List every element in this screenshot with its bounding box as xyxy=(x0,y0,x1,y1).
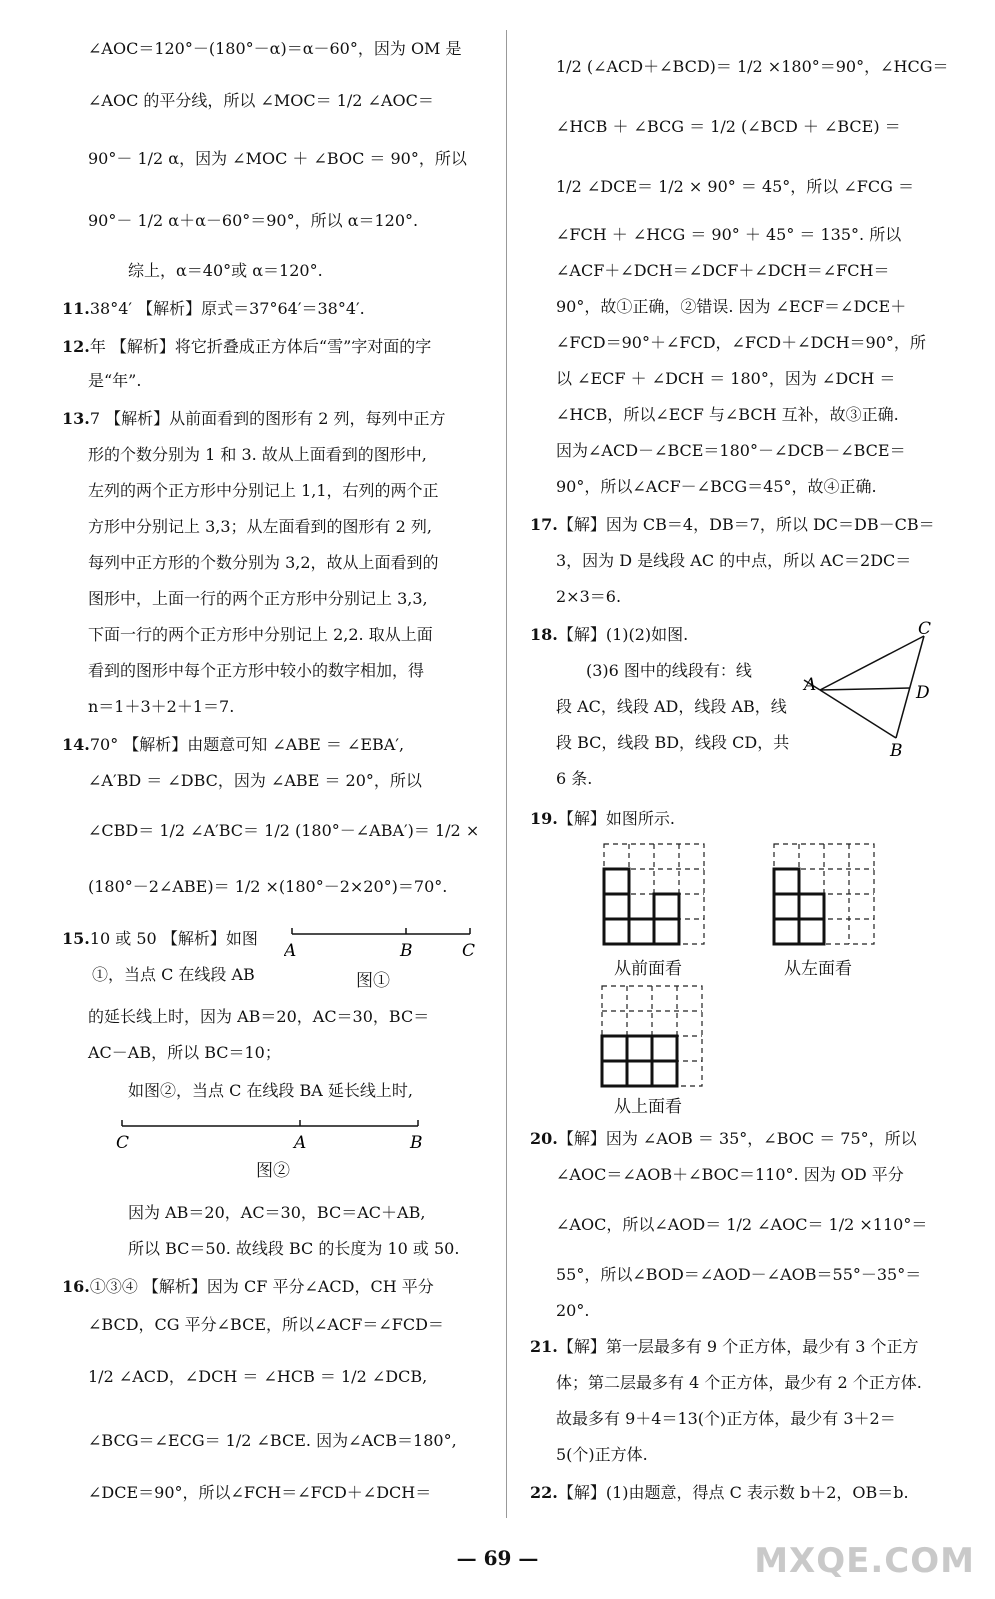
watermark: MXQE.COM xyxy=(754,1541,975,1581)
fig2-label-c: C xyxy=(116,1133,130,1153)
left-line xyxy=(62,406,445,432)
problem-number: 19. xyxy=(530,809,558,828)
left-line xyxy=(92,962,255,988)
right-line xyxy=(556,548,911,574)
right-line xyxy=(556,584,621,610)
left-line xyxy=(88,514,432,540)
line-text: ①，当点 C 在线段 AB xyxy=(92,965,255,984)
line-text: ∠A′BD ＝ ∠DBC，因为 ∠ABE ＝ 20°，所以 xyxy=(88,771,422,790)
right-line xyxy=(556,694,787,720)
left-line xyxy=(128,258,323,284)
line-text: ∠FCH ＋ ∠HCG ＝ 90° ＋ 45° ＝ 135°. 所以 xyxy=(556,225,902,244)
line-text: 如图②，当点 C 在线段 BA 延长线上时, xyxy=(128,1081,413,1100)
left-line xyxy=(88,586,428,612)
line-text: 因为 AB＝20，AC＝30，BC＝AC＋AB, xyxy=(128,1203,426,1222)
line-text: 3，因为 D 是线段 AC 的中点，所以 AC＝2DC＝ xyxy=(556,551,912,570)
line-text: 每列中正方形的个数分别为 3,2，故从上面看到的 xyxy=(88,553,439,572)
line-text: 7 【解析】从前面看到的图形有 2 列，每列中正方 xyxy=(89,409,446,428)
left-line xyxy=(62,296,365,322)
left-line xyxy=(62,926,258,952)
line-text: ∠BCG＝∠ECG＝ 1/2 ∠BCE. 因为∠ACB＝180°, xyxy=(88,1431,457,1450)
left-line xyxy=(88,874,447,900)
line-text: AC－AB，所以 BC＝10； xyxy=(88,1043,281,1062)
line-text: ∠AOC＝120°－(180°－α)＝α－60°，因为 OM 是 xyxy=(88,39,462,58)
left-line xyxy=(128,1078,413,1104)
line-text: 90°，故①正确，②错误. 因为 ∠ECF＝∠DCE＋ xyxy=(556,297,907,316)
left-view-grid xyxy=(772,842,876,946)
right-line xyxy=(556,730,789,756)
line-text: 【解】第一层最多有 9 个正方体，最少有 3 个正方 xyxy=(557,1337,919,1356)
right-line xyxy=(556,114,901,140)
right-line xyxy=(530,806,675,832)
left-line xyxy=(62,334,431,360)
line-text: ∠BCD，CG 平分∠BCE，所以∠ACF＝∠FCD＝ xyxy=(88,1315,444,1334)
line-text: 【解】(1)由题意，得点 C 表示数 b＋2，OB＝b. xyxy=(557,1483,909,1502)
problem-number: 13. xyxy=(62,409,90,428)
line-text: ∠AOC 的平分线，所以 ∠MOC＝ 1/2 ∠AOC＝ xyxy=(88,91,434,110)
left-view-caption: 从左面看 xyxy=(784,959,852,979)
line-text: ∠AOC，所以∠AOD＝ 1/2 ∠AOC＝ 1/2 ×110°＝ xyxy=(556,1215,928,1234)
left-line xyxy=(88,1312,444,1338)
fig1-label-c: C xyxy=(462,941,476,961)
left-line xyxy=(88,768,422,794)
line-text: 90°－ 1/2 α，因为 ∠MOC ＋ ∠BOC ＝ 90°，所以 xyxy=(88,149,467,168)
left-line xyxy=(88,478,439,504)
line-text: 20°. xyxy=(556,1301,590,1320)
left-line xyxy=(62,1274,434,1300)
tri-label-d: D xyxy=(916,683,930,703)
line-text: ∠AOC＝∠AOB＋∠BOC＝110°. 因为 OD 平分 xyxy=(556,1165,904,1184)
line-text: ∠FCD＝90°＋∠FCD，∠FCD＋∠DCH＝90°，所 xyxy=(556,333,926,352)
right-line xyxy=(556,1370,922,1396)
fig1-label-a: A xyxy=(284,941,297,961)
left-line xyxy=(88,88,434,114)
fig2-caption: 图② xyxy=(256,1161,290,1181)
front-view-grid xyxy=(602,842,706,946)
top-view-grid xyxy=(600,984,704,1088)
tri-label-b: B xyxy=(890,741,903,760)
right-line xyxy=(556,766,592,792)
line-text: n＝1＋3＋2＋1＝7. xyxy=(88,697,235,716)
left-line xyxy=(88,208,418,234)
line-text: 看到的图形中每个正方形中较小的数字相加，得 xyxy=(88,661,425,680)
line-text: ∠DCE＝90°，所以∠FCH＝∠FCD＋∠DCH＝ xyxy=(88,1483,432,1502)
right-line xyxy=(530,622,688,648)
left-line xyxy=(88,368,141,394)
line-text: 故最多有 9＋4＝13(个)正方体，最少有 3＋2＝ xyxy=(556,1409,896,1428)
right-line xyxy=(556,174,914,200)
line-text: ∠HCB，所以∠ECF 与∠BCH 互补，故③正确. xyxy=(556,405,899,424)
right-line xyxy=(556,54,949,80)
right-line xyxy=(556,474,877,500)
page-number: — 69 — xyxy=(456,1546,539,1570)
left-line xyxy=(88,622,433,648)
line-text: 形的个数分别为 1 和 3. 故从上面看到的图形中, xyxy=(88,445,427,464)
right-line xyxy=(556,1442,648,1468)
line-text: ①③④ 【解析】因为 CF 平分∠ACD，CH 平分 xyxy=(89,1277,434,1296)
left-line xyxy=(88,818,479,844)
line-text: 1/2 ∠DCE＝ 1/2 × 90° ＝ 45°，所以 ∠FCG ＝ xyxy=(556,177,915,196)
problem-number: 22. xyxy=(530,1483,558,1502)
left-line xyxy=(88,694,234,720)
line-text: 左列的两个正方形中分别记上 1,1，右列的两个正 xyxy=(88,481,439,500)
line-text: ∠ACF＋∠DCH＝∠DCF＋∠DCH＝∠FCH＝ xyxy=(556,261,890,280)
line-text: 是“年”. xyxy=(88,371,142,390)
right-line xyxy=(556,1298,589,1324)
right-line xyxy=(530,512,935,538)
tri-label-c: C xyxy=(918,619,932,639)
left-line xyxy=(128,1200,425,1226)
problem-number: 16. xyxy=(62,1277,90,1296)
right-line xyxy=(530,1480,909,1506)
line-text: 方形中分别记上 3,3；从左面看到的图形有 2 列, xyxy=(88,517,432,536)
line-text: 所以 BC＝50. 故线段 BC 的长度为 10 或 50. xyxy=(128,1239,460,1258)
line-text: 6 条. xyxy=(556,769,593,788)
right-line xyxy=(556,294,906,320)
line-text: (180°－2∠ABE)＝ 1/2 ×(180°－2×20°)＝70°. xyxy=(88,877,448,896)
top-view-caption: 从上面看 xyxy=(614,1097,682,1117)
line-text: 段 BC，线段 BD，线段 CD，共 xyxy=(556,733,790,752)
right-line xyxy=(556,366,895,392)
line-text: (3)6 图中的线段有：线 xyxy=(586,661,752,680)
line-text: 70° 【解析】由题意可知 ∠ABE ＝ ∠EBA′, xyxy=(89,735,405,754)
figure-2-segment xyxy=(112,1118,432,1156)
left-line xyxy=(62,732,404,758)
line-text: 下面一行的两个正方形中分别记上 2,2. 取从上面 xyxy=(88,625,433,644)
problem-number: 15. xyxy=(62,929,90,948)
line-text: 【解】(1)(2)如图. xyxy=(557,625,689,644)
problem-number: 18. xyxy=(530,625,558,644)
line-text: 55°，所以∠BOD＝∠AOD－∠AOB＝55°－35°＝ xyxy=(556,1265,922,1284)
right-line xyxy=(556,1162,904,1188)
line-text: 年 【解析】将它折叠成正方体后“雪”字对面的字 xyxy=(89,337,432,356)
triangle-figure xyxy=(800,618,950,760)
left-line xyxy=(88,1480,431,1506)
problem-number: 17. xyxy=(530,515,558,534)
line-text: 2×3＝6. xyxy=(556,587,622,606)
line-text: 综上，α＝40°或 α＝120°. xyxy=(128,261,323,280)
right-line xyxy=(556,330,926,356)
line-text: 【解】因为 CB＝4，DB＝7，所以 DC＝DB－CB＝ xyxy=(557,515,935,534)
left-line xyxy=(88,1040,281,1066)
tri-label-a: A xyxy=(804,675,817,695)
problem-number: 11. xyxy=(62,299,90,318)
right-line xyxy=(530,1334,919,1360)
right-line xyxy=(530,1126,917,1152)
column-divider xyxy=(506,30,507,1518)
line-text: 90°，所以∠ACF－∠BCG＝45°，故④正确. xyxy=(556,477,877,496)
right-line xyxy=(556,258,889,284)
line-text: 【解】如图所示. xyxy=(557,809,675,828)
problem-number: 14. xyxy=(62,735,90,754)
right-line xyxy=(556,1262,921,1288)
line-text: 体；第二层最多有 4 个正方体，最少有 2 个正方体. xyxy=(556,1373,922,1392)
line-text: 10 或 50 【解析】如图 xyxy=(89,929,258,948)
front-view-caption: 从前面看 xyxy=(614,959,682,979)
right-line xyxy=(556,402,899,428)
problem-number: 12. xyxy=(62,337,90,356)
right-line xyxy=(556,1406,896,1432)
left-line xyxy=(128,1236,459,1262)
left-line xyxy=(88,1004,429,1030)
line-text: 图形中，上面一行的两个正方形中分别记上 3,3, xyxy=(88,589,428,608)
right-line xyxy=(586,658,752,684)
fig1-caption: 图① xyxy=(356,971,390,991)
line-text: 5(个)正方体. xyxy=(556,1445,648,1464)
line-text: 【解】因为 ∠AOB ＝ 35°，∠BOC ＝ 75°，所以 xyxy=(557,1129,917,1148)
right-line xyxy=(556,222,901,248)
line-text: ∠HCB ＋ ∠BCG ＝ 1/2 (∠BCD ＋ ∠BCE) ＝ xyxy=(556,117,901,136)
fig2-label-a: A xyxy=(294,1133,307,1153)
left-line xyxy=(88,442,427,468)
right-line xyxy=(556,1212,927,1238)
line-text: 的延长线上时，因为 AB＝20，AC＝30，BC＝ xyxy=(88,1007,430,1026)
line-text: 1/2 ∠ACD，∠DCH ＝ ∠HCB ＝ 1/2 ∠DCB, xyxy=(88,1367,428,1386)
line-text: 段 AC，线段 AD，线段 AB，线 xyxy=(556,697,787,716)
line-text: 1/2 (∠ACD＋∠BCD)＝ 1/2 ×180°＝90°，∠HCG＝ xyxy=(556,57,949,76)
fig2-label-b: B xyxy=(410,1133,423,1153)
problem-number: 21. xyxy=(530,1337,558,1356)
fig1-label-b: B xyxy=(400,941,413,961)
left-line xyxy=(88,1428,457,1454)
left-line xyxy=(88,550,439,576)
line-text: 以 ∠ECF ＋ ∠DCH ＝ 180°，因为 ∠DCH ＝ xyxy=(556,369,896,388)
left-line xyxy=(88,146,467,172)
figure-1-segment xyxy=(284,922,480,964)
left-line xyxy=(88,1364,427,1390)
line-text: ∠CBD＝ 1/2 ∠A′BC＝ 1/2 (180°－∠ABA′)＝ 1/2 × xyxy=(88,821,480,840)
left-line xyxy=(88,658,424,684)
left-line xyxy=(88,36,462,62)
line-text: 38°4′ 【解析】原式＝37°64′＝38°4′. xyxy=(89,299,365,318)
line-text: 90°－ 1/2 α＋α－60°＝90°，所以 α＝120°. xyxy=(88,211,419,230)
right-line xyxy=(556,438,906,464)
problem-number: 20. xyxy=(530,1129,558,1148)
line-text: 因为∠ACD－∠BCE＝180°－∠DCB－∠BCE＝ xyxy=(556,441,906,460)
